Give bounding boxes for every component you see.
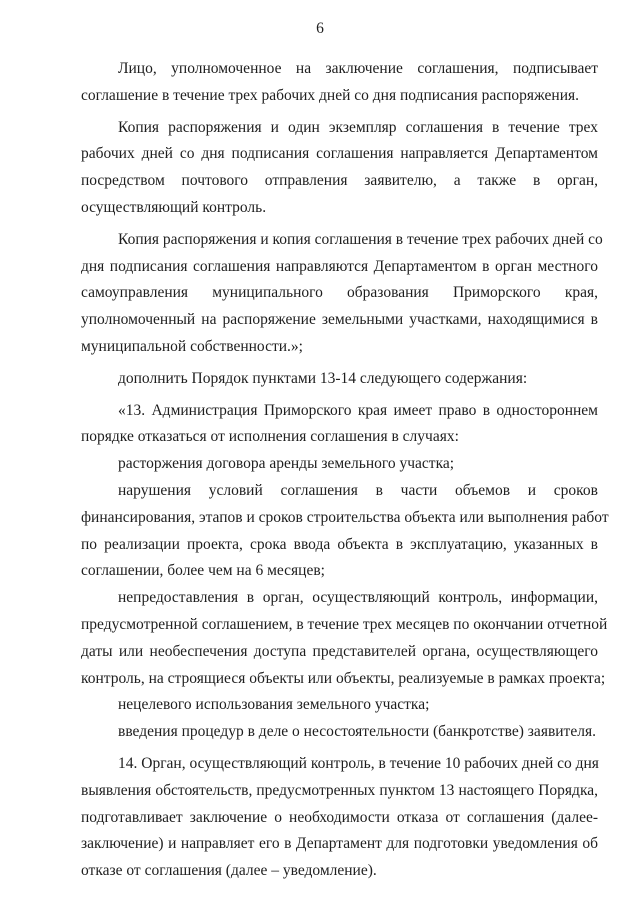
- text-line: отказе от соглашения (далее – уведомление).: [81, 862, 377, 880]
- text-line: муниципальной собственности.»;: [81, 337, 303, 355]
- paragraph: [81, 751, 598, 885]
- text-line: Копия распоряжения и копия соглашения в течение трех рабочих дней со: [118, 230, 603, 248]
- text-line: Лицо, уполномоченное на заключение соглашения, подписывает: [118, 60, 598, 77]
- text-line: дня подписания соглашения направляются Департаментом в орган местного: [81, 257, 598, 275]
- text-line: порядке отказаться от исполнения соглашения в случаях:: [81, 428, 459, 446]
- paragraph: [81, 398, 598, 452]
- text-line: самоуправления муниципального образования Приморского края,: [81, 284, 598, 302]
- text-line: расторжения договора аренды земельного участка;: [118, 455, 455, 473]
- text-line: нецелевого использования земельного участка;: [118, 696, 430, 714]
- paragraph: [81, 366, 598, 393]
- text-line: непредоставления в орган, осуществляющий контроль, информации,: [118, 589, 598, 607]
- text-line: уполномоченный на распоряжение земельными участками, находящимися в: [81, 311, 598, 329]
- text-line: предусмотренной соглашением, в течение трех месяцев по окончании отчетной: [81, 615, 608, 633]
- text-line: заключение) и направляет его в Департамент для подготовки уведомления об: [81, 835, 598, 853]
- text-line: контроль, на строящиеся объекты или объекты, реализуемые в рамках проекта;: [81, 669, 606, 687]
- text-line: соглашение в течение трех рабочих дней со дня подписания распоряжения.: [81, 86, 579, 104]
- text-line: подготавливает заключение о необходимости отказа от соглашения (далее-: [81, 808, 598, 826]
- text-line: финансирования, этапов и сроков строительства объекта или выполнения работ: [81, 508, 609, 526]
- paragraph: [81, 478, 609, 585]
- document-body: [81, 56, 609, 885]
- paragraph: [81, 227, 603, 361]
- text-line: введения процедур в деле о несостоятельности (банкротстве) заявителя.: [118, 723, 596, 741]
- paragraph: [81, 692, 598, 719]
- text-line: «13. Администрация Приморского края имеет право в одностороннем: [118, 401, 598, 419]
- text-line: выявления обстоятельств, предусмотренных пунктом 13 настоящего Порядка,: [81, 781, 598, 799]
- text-line: посредством почтового отправления заявителю, а также в орган,: [81, 172, 598, 190]
- text-line: нарушения условий соглашения в части объемов и сроков: [118, 481, 598, 499]
- paragraph: [81, 719, 598, 746]
- paragraph: [81, 585, 608, 692]
- page-number: 6: [316, 20, 324, 37]
- text-line: 14. Орган, осуществляющий контроль, в течение 10 рабочих дней со дня: [118, 754, 599, 772]
- paragraph: [81, 56, 598, 110]
- text-line: осуществляющий контроль.: [81, 198, 267, 216]
- text-line: соглашении, более чем на 6 месяцев;: [81, 562, 325, 580]
- text-line: дополнить Порядок пунктами 13-14 следующего содержания:: [118, 369, 528, 387]
- text-line: даты или необеспечения доступа представителей органа, осуществляющего: [81, 642, 598, 660]
- text-line: Копия распоряжения и один экземпляр соглашения в течение трех: [118, 118, 598, 136]
- paragraph: [81, 115, 598, 222]
- text-line: рабочих дней со дня подписания соглашения направляется Департаментом: [81, 145, 598, 163]
- text-line: по реализации проекта, срока ввода объекта в эксплуатацию, указанных в: [81, 535, 598, 553]
- paragraph: [81, 451, 598, 478]
